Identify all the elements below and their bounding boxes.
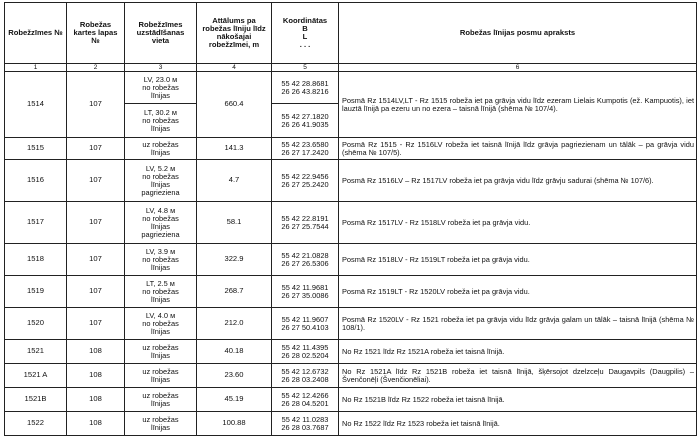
mark-number: 1522 [5,412,67,436]
coordinates: 55 42 12.4266 26 28 04.5201 [272,388,339,412]
header-coordinates-title: Koordinātas [282,15,328,25]
coordinates: 55 42 27.1820 26 26 41.9035 [272,104,339,138]
map-sheet: 108 [67,340,125,364]
map-sheet: 107 [67,138,125,160]
distance: 141.3 [197,138,272,160]
placement: uz robežas līnijas [125,138,197,160]
table-row [5,308,697,340]
map-sheet: 107 [67,308,125,340]
mark-number: 1517 [5,202,67,244]
mark-number: 1516 [5,160,67,202]
coordinates: 55 42 23.6580 26 27 17.2420 [272,138,339,160]
placement: uz robežas līnijas [125,340,197,364]
description: Posmā Rz 1514LV,LT - Rz 1515 robeža iet pa grāvja vidu līdz ezeram Lielais Kumpotis (ež. Kampuotis), iet lauztā līnijā pa ezeru un no ezera – taisnā līnijā (shēma № 107/4). [339,72,697,138]
column-number: 2 [67,64,125,72]
map-sheet: 107 [67,244,125,276]
description: No Rz 1521B līdz Rz 1522 robeža iet taisnā līnijā. [339,388,697,412]
placement: LV, 4.8 м no robežas līnijas pagrieziena [125,202,197,244]
distance: 58.1 [197,202,272,244]
mark-number: 1518 [5,244,67,276]
placement: LV, 23.0 м no robežas līnijas [125,72,197,104]
map-sheet: 107 [67,72,125,138]
map-sheet: 107 [67,160,125,202]
coordinates: 55 42 11.4395 26 28 02.5204 [272,340,339,364]
placement: uz robežas līnijas [125,412,197,436]
map-sheet: 108 [67,364,125,388]
header-distance: Attālums pa robežas līniju līdz nākošajai robežzīmei, m [197,3,272,64]
map-sheet: 108 [67,388,125,412]
description: Posmā Rz 1515 - Rz 1516LV robeža iet taisnā līnijā līdz grāvja pagriezienam un tālāk – pa grāvja vidu (shēma № 107/5). [339,138,697,160]
mark-number: 1515 [5,138,67,160]
coordinates: 55 42 11.9607 26 27 50.4103 [272,308,339,340]
description: Posmā Rz 1519LT - Rz 1520LV robeža iet pa grāvja vidu. [339,276,697,308]
header-description: Robežas līnijas posmu apraksts [339,3,697,64]
map-sheet: 108 [67,412,125,436]
distance: 40.18 [197,340,272,364]
map-sheet: 107 [67,202,125,244]
table-row [5,160,697,202]
column-number: 5 [272,64,339,72]
placement: uz robežas līnijas [125,388,197,412]
table-row [5,364,697,388]
distance: 268.7 [197,276,272,308]
coordinates: 55 42 12.6732 26 28 03.2408 [272,364,339,388]
table-row [5,276,697,308]
column-number: 3 [125,64,197,72]
description: No Rz 1521 līdz Rz 1521A robeža iet taisnā līnijā. [339,340,697,364]
table-row [5,138,697,160]
header-coordinates-b: B [302,23,308,33]
table-row [5,72,697,104]
header-placement: Robežzīmes uzstādīšanas vieta [125,3,197,64]
coordinates: 55 42 11.0283 26 28 03.7687 [272,412,339,436]
distance: 23.60 [197,364,272,388]
coordinates: 55 42 21.0828 26 27 26.5306 [272,244,339,276]
distance: 212.0 [197,308,272,340]
distance: 100.88 [197,412,272,436]
column-number: 4 [197,64,272,72]
mark-number: 1514 [5,72,67,138]
placement: LV, 3.9 м no robežas līnijas [125,244,197,276]
coordinates: 55 42 22.8191 26 27 25.7544 [272,202,339,244]
table-row [5,412,697,436]
coordinates: 55 42 11.9681 26 27 35.0086 [272,276,339,308]
table-row [5,340,697,364]
mark-number: 1519 [5,276,67,308]
table-row [5,202,697,244]
distance: 4.7 [197,160,272,202]
distance: 660.4 [197,72,272,138]
header-coordinates-dots: . . . [299,40,311,50]
table-row [5,388,697,412]
header-map-sheet: Robežas kartes lapas № [67,3,125,64]
description: Posmā Rz 1517LV - Rz 1518LV robeža iet pa grāvja vidu. [339,202,697,244]
description: Posmā Rz 1516LV – Rz 1517LV robeža iet pa grāvja vidu līdz grāvju sadurai (shēma № 107/6). [339,160,697,202]
placement: LV, 4.0 м no robežas līnijas [125,308,197,340]
mark-number: 1520 [5,308,67,340]
mark-number: 1521B [5,388,67,412]
description: Posmā Rz 1520LV - Rz 1521 robeža iet pa grāvja vidu līdz grāvja galam un tālāk – taisnā līnijā (shēma № 108/1). [339,308,697,340]
mark-number: 1521 [5,340,67,364]
column-number: 6 [339,64,697,72]
column-number: 1 [5,64,67,72]
placement: LT, 30.2 м no robežas līnijas [125,104,197,138]
distance: 45.19 [197,388,272,412]
header-coordinates [272,3,339,64]
coordinates: 55 42 22.9456 26 27 25.2420 [272,160,339,202]
mark-number: 1521 A [5,364,67,388]
placement: LT, 2.5 м no robežas līnijas [125,276,197,308]
header-mark-number: Robežzīmes № [5,3,67,64]
header-coordinates-l: L [302,32,308,41]
placement: LV, 5.2 м no robežas līnijas pagrieziena [125,160,197,202]
description: Posmā Rz 1518LV - Rz 1519LT robeža iet pa grāvja vidu. [339,244,697,276]
description: No Rz 1521A līdz Rz 1521B robeža iet taisnā līnijā, šķērsojot dzelzceļu Daugavpils (Daugpilis) – Švenčonēļi (Švenčionēliai). [339,364,697,388]
description: No Rz 1522 līdz Rz 1523 robeža iet taisnā līnijā. [339,412,697,436]
distance: 322.9 [197,244,272,276]
coordinates: 55 42 28.8681 26 26 43.8216 [272,72,339,104]
table-row [5,244,697,276]
boundary-marks-table [4,2,697,436]
placement: uz robežas līnijas [125,364,197,388]
map-sheet: 107 [67,276,125,308]
